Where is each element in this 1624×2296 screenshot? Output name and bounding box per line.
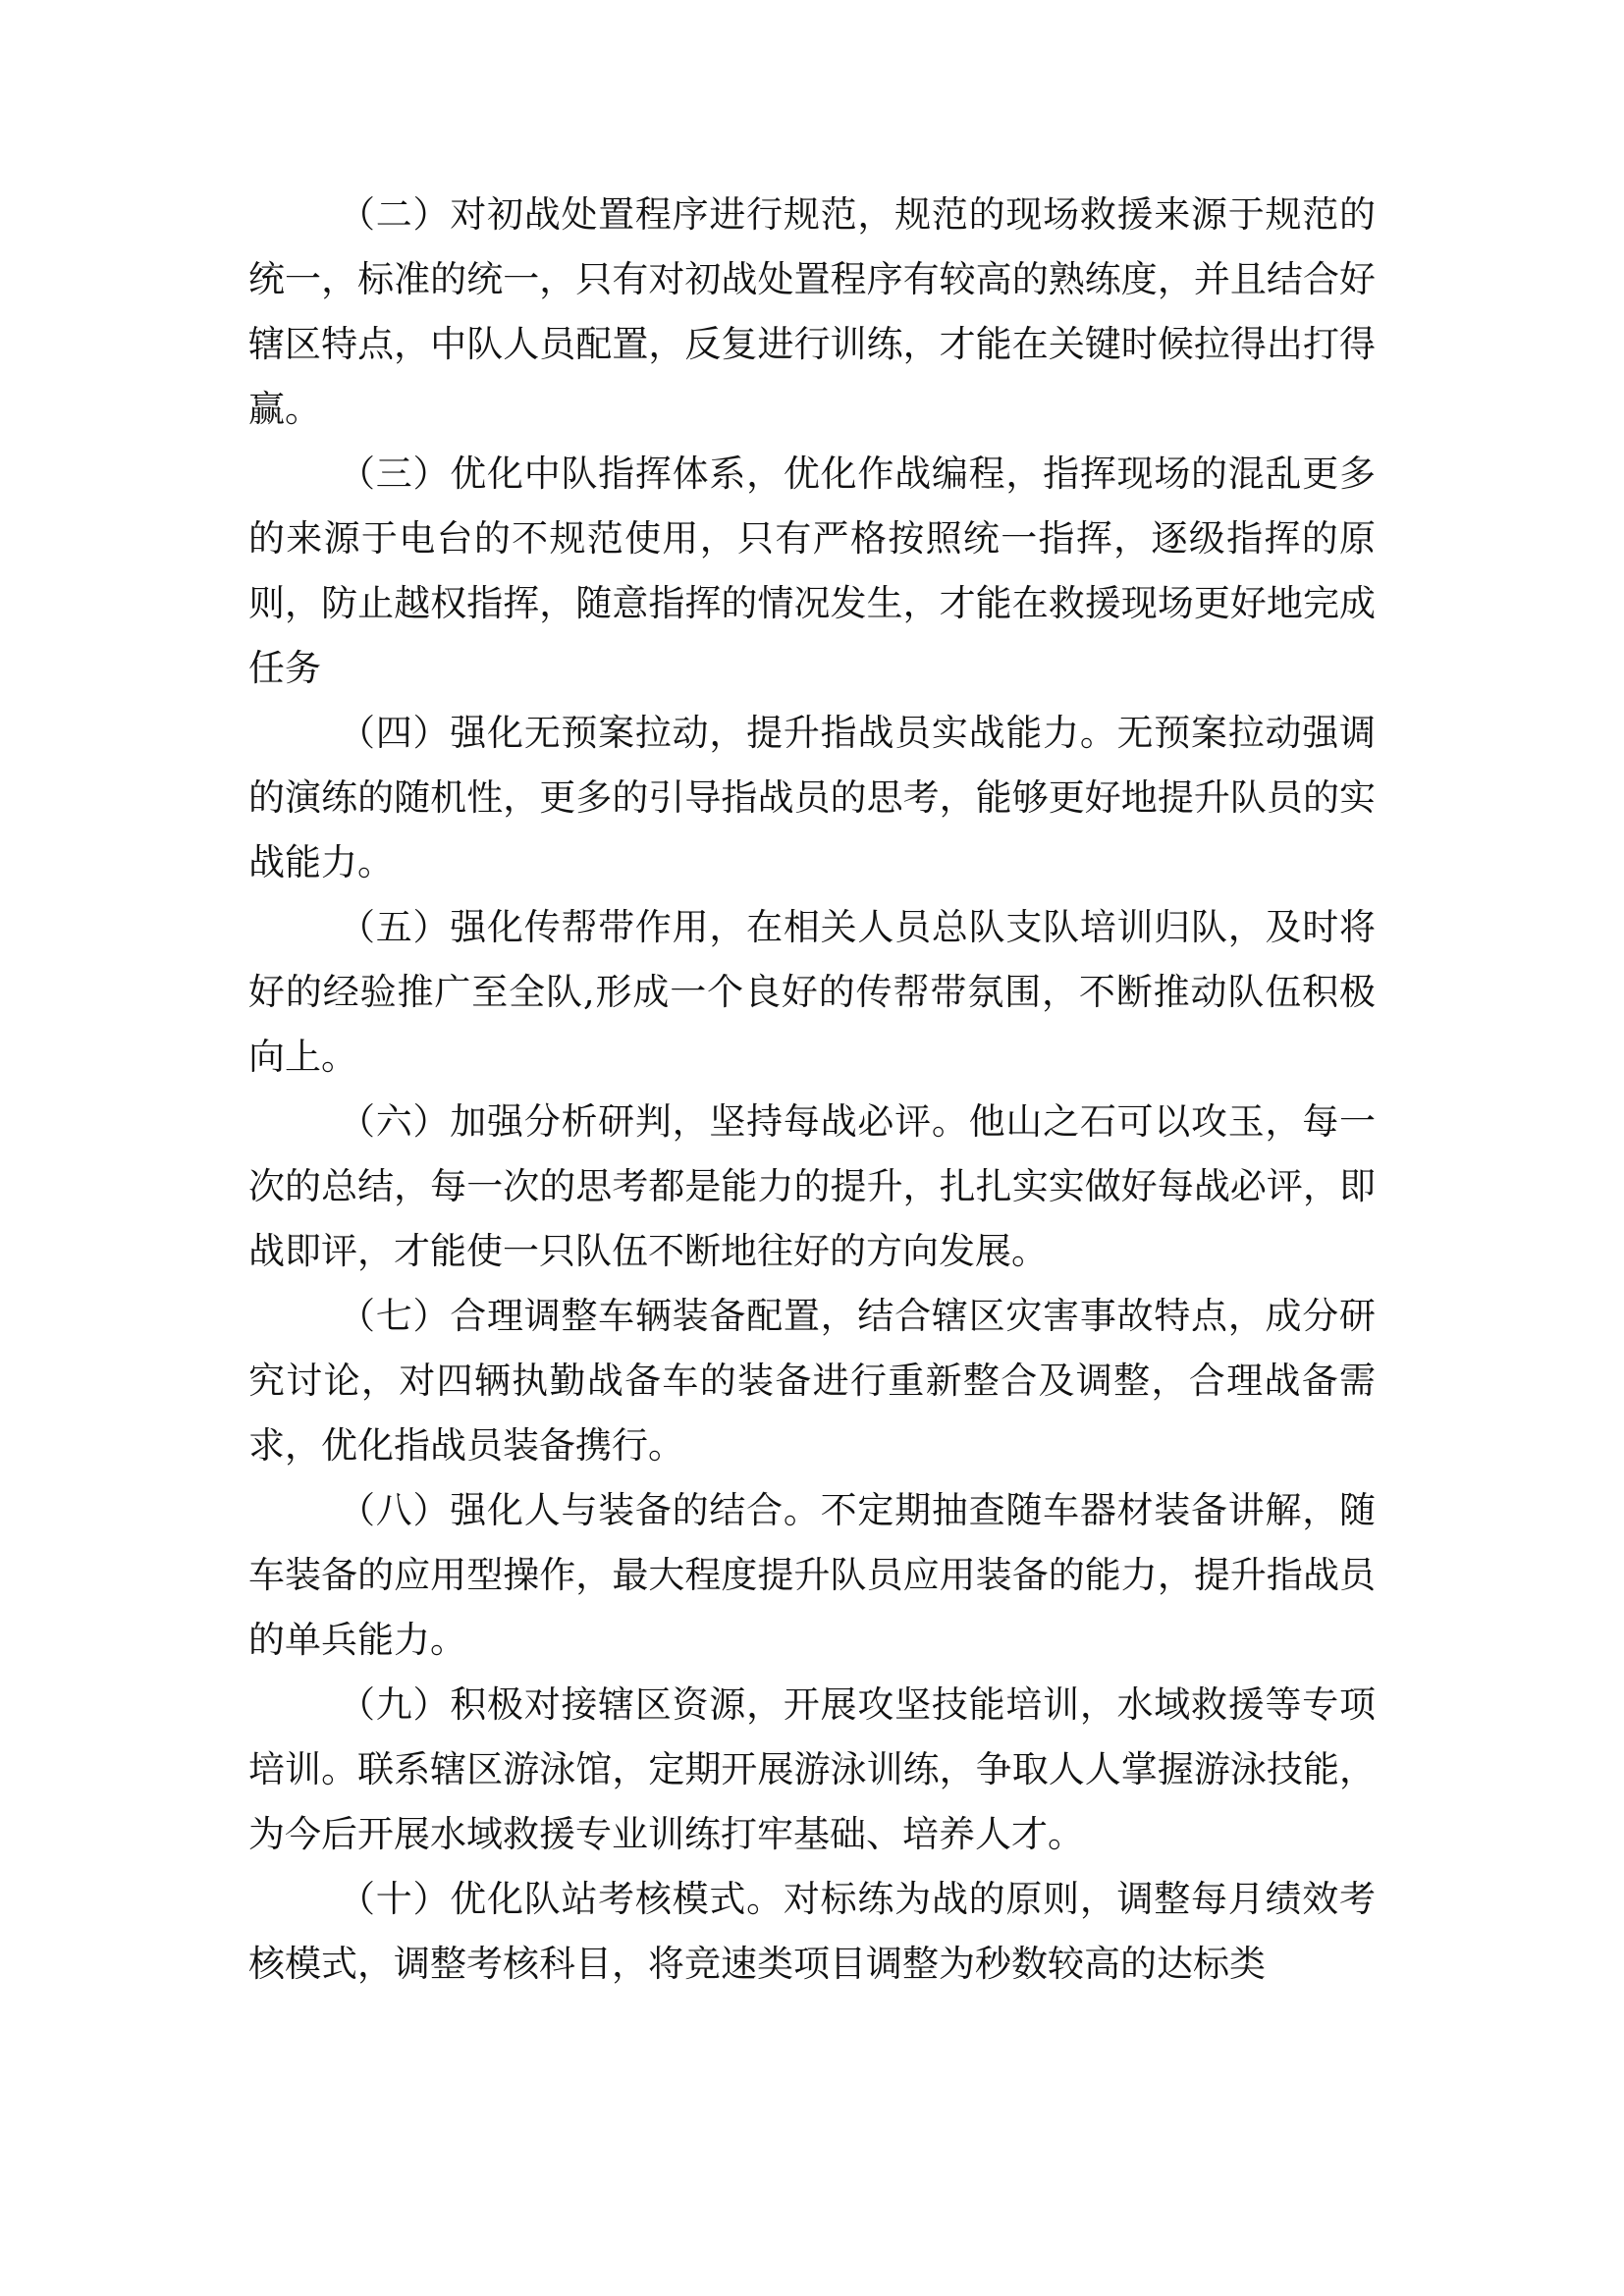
paragraph-8: （八）强化人与装备的结合。不定期抽查随车器材装备讲解，随车装备的应用型操作，最大程度提升队员应用装备的能力，提升指战员的单兵能力。 bbox=[248, 1489, 1376, 1661]
paragraph-7: （七）合理调整车辆装备配置，结合辖区灾害事故特点，成分研究讨论，对四辆执勤战备车的装备进行重新整合及调整，合理战备需求，优化指战员装备携行。 bbox=[248, 1295, 1376, 1467]
document-body bbox=[248, 183, 1376, 1997]
paragraph-6: （六）加强分析研判，坚持每战必评。他山之石可以攻玉，每一次的总结，每一次的思考都是能力的提升，扎扎实实做好每战必评，即战即评，才能使一只队伍不断地往好的方向发展。 bbox=[248, 1100, 1376, 1272]
paragraph-4: （四）强化无预案拉动，提升指战员实战能力。无预案拉动强调的演练的随机性，更多的引导指战员的思考，能够更好地提升队员的实战能力。 bbox=[248, 712, 1376, 883]
paragraph-10: （十）优化队站考核模式。对标练为战的原则，调整每月绩效考核模式，调整考核科目，将竞速类项目调整为秒数较高的达标类 bbox=[248, 1878, 1376, 1985]
paragraph-2: （二）对初战处置程序进行规范，规范的现场救援来源于规范的统一，标准的统一，只有对初战处置程序有较高的熟练度，并且结合好辖区特点，中队人员配置，反复进行训练，才能在关键时候拉得出打得赢。 bbox=[248, 193, 1376, 430]
paragraph-5: （五）强化传帮带作用，在相关人员总队支队培训归队，及时将好的经验推广至全队,形成一个良好的传帮带氛围，不断推动队伍积极向上。 bbox=[248, 906, 1376, 1078]
paragraph-9: （九）积极对接辖区资源，开展攻坚技能培训，水域救援等专项培训。联系辖区游泳馆，定期开展游泳训练，争取人人掌握游泳技能，为今后开展水域救援专业训练打牢基础、培养人才。 bbox=[248, 1683, 1376, 1855]
paragraph-3: （三）优化中队指挥体系，优化作战编程，指挥现场的混乱更多的来源于电台的不规范使用，只有严格按照统一指挥，逐级指挥的原则，防止越权指挥，随意指挥的情况发生，才能在救援现场更好地完成任务 bbox=[248, 453, 1376, 689]
